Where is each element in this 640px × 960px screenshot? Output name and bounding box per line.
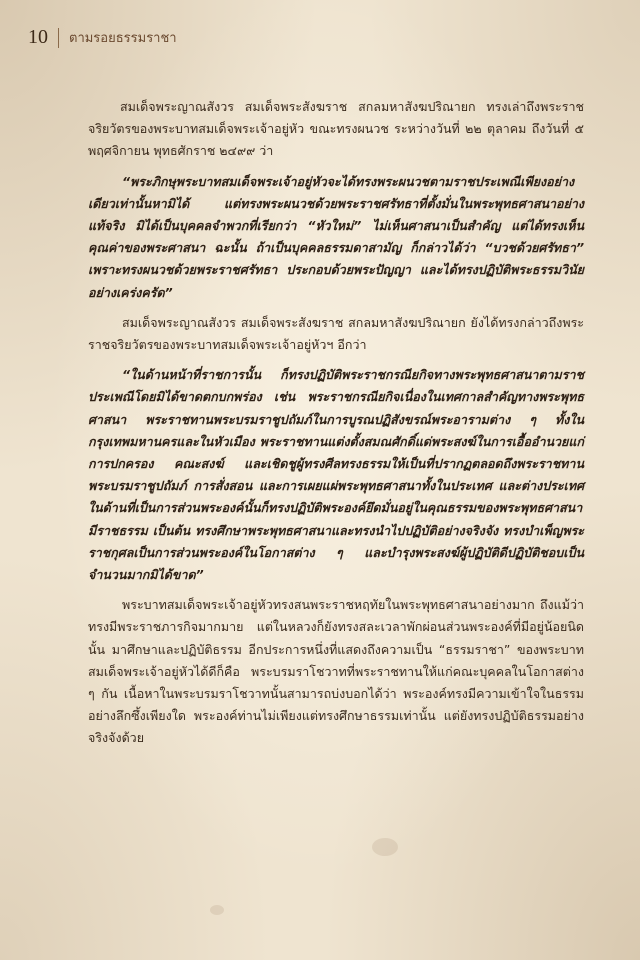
page-header	[28, 26, 177, 49]
paragraph-dhamma-king: พระบาทสมเด็จพระเจ้าอยู่หัวทรงสนพระราชหฤทัยในพระพุทธศาสนาอย่างมาก ถึงแม้ว่าทรงมีพระราชภารกิจมากมาย แต่ในหลวงก็ยังทรงสละเวลาพักผ่อนส่วนพระองค์ที่มีอยู่น้อยนิดนั้น มาศึกษาและปฏิบัติธรรม อีกประการหนึ่งที่แสดงถึงความเป็น “ธรรมราชา” ของพระบาทสมเด็จพระเจ้าอยู่หัวได้ดีก็คือ พระบรมราโชวาทที่พระราชทานให้แก่คณะบุคคลในโอกาสต่าง ๆ กัน เนื้อหาในพระบรมราโชวาทนั้นสามารถบ่งบอกได้ว่า พระองค์ทรงมีความเข้าใจในธรรมอย่างลึกซึ้งเพียงใด พระองค์ท่านไม่เพียงแต่ทรงศึกษาธรรมเท่านั้น แต่ยังทรงปฏิบัติธรรมอย่างจริงจังด้วย	[88, 597, 584, 746]
page-body	[88, 96, 584, 758]
quote-royal-duties: “ในด้านหน้าที่ราชการนั้น ก็ทรงปฏิบัติพระราชกรณียกิจทางพระพุทธศาสนาตามราชประเพณีโดยมิได้ขาดตกบกพร่อง เช่น พระราชกรณียกิจเนื่องในเทศกาลสำคัญทางพระพุทธศาสนา พระราชทานพระบรมราชูปถัมภ์ในการบูรณปฏิสังขรณ์พระอารามต่าง ๆ ทั้งในกรุงเทพมหานครและในหัวเมือง พระราชทานแต่งตั้งสมณศักดิ์แด่พระสงฆ์ในการเอื้ออำนวยแก่การปกครอง คณะสงฆ์ และเชิดชูผู้ทรงศีลทรงธรรมให้เป็นที่ปรากฏตลอดถึงพระราชทานพระบรมราชูปถัมภ์ การสั่งสอน และการเผยแผ่พระพุทธศาสนาทั้งในประเทศ และต่างประเทศ ในด้านที่เป็นการส่วนพระองค์นั้นก็ทรงปฏิบัติพระองค์ยึดมั่นอยู่ในคุณธรรมของพระพุทธศาสนา มีราชธรรม เป็นต้น ทรงศึกษาพระพุทธศาสนาและทรงนำไปปฏิบัติอย่างจริงจัง ทรงบำเพ็ญพระราชกุศลเป็นการส่วนพระองค์ในโอกาสต่าง ๆ และบำรุงพระสงฆ์ผู้ปฏิบัติดีปฏิบัติชอบเป็นจำนวนมากมิได้ขาด”	[88, 367, 584, 583]
header-divider	[58, 28, 59, 48]
paper-stain	[372, 838, 398, 856]
paragraph-second-intro: สมเด็จพระญาณสังวร สมเด็จพระสังฆราช สกลมหาสังฆปริณายก ยังได้ทรงกล่าวถึงพระราชจริยวัตรของพระบาทสมเด็จพระเจ้าอยู่หัวฯ อีกว่า	[88, 314, 584, 353]
paper-stain	[210, 905, 224, 915]
running-title: ตามรอยธรรมราชา	[69, 31, 177, 46]
paragraph-intro: สมเด็จพระญาณสังวร สมเด็จพระสังฆราช สกลมหาสังฆปริณายก ทรงเล่าถึงพระราชจริยวัตรของพระบาทสมเด็จพระเจ้าอยู่หัว ขณะทรงผนวช ระหว่างวันที่ ๒๒ ตุลาคม ถึงวันที่ ๕ พฤศจิกายน พุทธศักราช ๒๔๙๙ ว่า	[88, 99, 584, 159]
page-number: 10	[28, 26, 48, 48]
quote-ordination: “พระภิกษุพระบาทสมเด็จพระเจ้าอยู่หัวจะได้ทรงพระผนวชตามราชประเพณีเพียงอย่างเดียวเท่านั้นหามิได้ แต่ทรงพระผนวชด้วยพระราชศรัทธาที่ตั้งมั่นในพระพุทธศาสนาอย่างแท้จริง มิได้เป็นบุคคลจำพวกที่เรียกว่า “หัวใหม่” ไม่เห็นศาสนาเป็นสำคัญ แต่ได้ทรงเห็นคุณค่าของพระศาสนา ฉะนั้น ถ้าเป็นบุคคลธรรมดาสามัญ ก็กล่าวได้ว่า “บวชด้วยศรัทธา” เพราะทรงผนวชด้วยพระราชศรัทธา ประกอบด้วยพระปัญญา และได้ทรงปฏิบัติพระธรรมวินัยอย่างเคร่งครัด”	[88, 173, 584, 300]
